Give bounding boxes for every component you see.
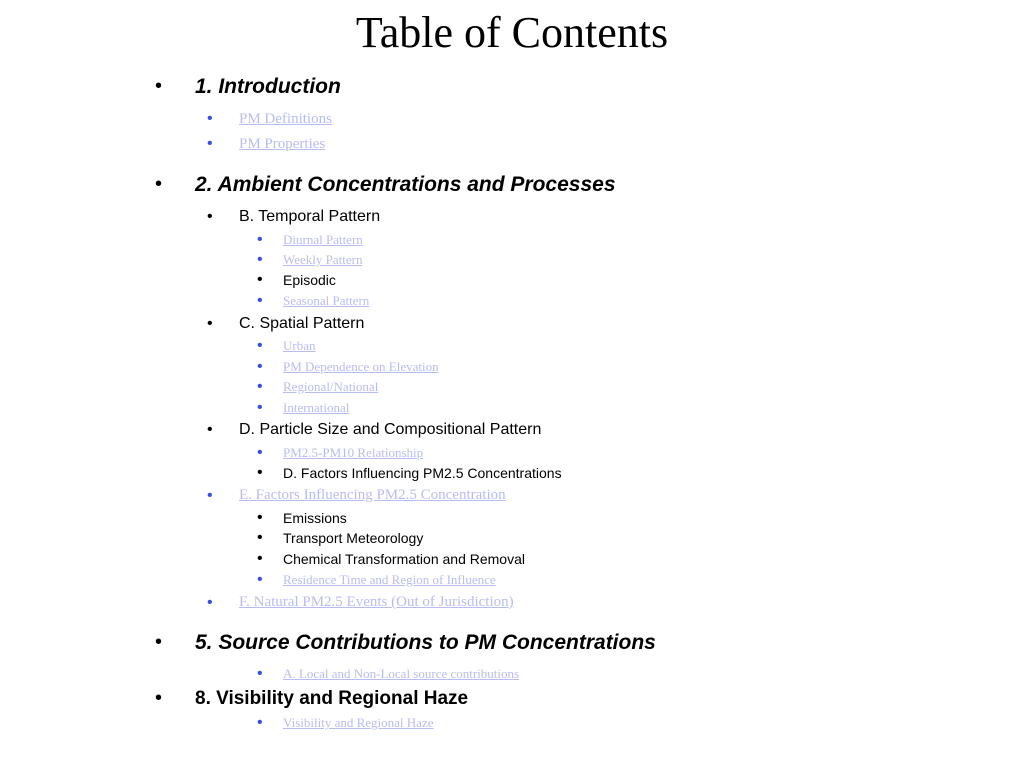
link-pm-dependence-on-elevation[interactable]: PM Dependence on Elevation xyxy=(283,359,439,374)
link-seasonal-pattern[interactable]: Seasonal Pattern xyxy=(283,293,370,308)
link-residence-time[interactable]: Residence Time and Region of Influence xyxy=(283,572,496,587)
bullet: • xyxy=(257,378,263,395)
bullet: • xyxy=(257,231,263,248)
link-pm-definitions[interactable]: PM Definitions xyxy=(239,111,332,127)
bullet: • xyxy=(257,271,263,288)
link-weekly-pattern[interactable]: Weekly Pattern xyxy=(283,252,363,267)
bullet: • xyxy=(207,135,213,152)
bullet: • xyxy=(257,337,263,354)
item-chemical-transformation: Chemical Transformation and Removal xyxy=(283,551,525,567)
bullet: • xyxy=(207,487,213,504)
section-heading-source-contributions: 5. Source Contributions to PM Concentrations xyxy=(195,631,656,654)
link-international[interactable]: International xyxy=(283,400,350,415)
item-factors-influencing-pm25: D. Factors Influencing PM2.5 Concentrations xyxy=(283,465,562,481)
link-visibility-regional-haze[interactable]: Visibility and Regional Haze xyxy=(283,715,434,730)
link-pm25-pm10-relationship[interactable]: PM2.5-PM10 Relationship xyxy=(283,445,424,460)
subsection-spatial-pattern: C. Spatial Pattern xyxy=(239,315,365,332)
bullet: • xyxy=(257,529,263,546)
link-natural-pm25-events[interactable]: F. Natural PM2.5 Events (Out of Jurisdiction) xyxy=(239,594,514,610)
link-diurnal-pattern[interactable]: Diurnal Pattern xyxy=(283,232,363,247)
link-local-non-local-contributions[interactable]: A. Local and Non-Local source contributions xyxy=(283,666,520,681)
bullet: • xyxy=(155,173,163,195)
bullet: • xyxy=(257,399,263,416)
link-factors-influencing-pm25[interactable]: E. Factors Influencing PM2.5 Concentration xyxy=(239,487,506,503)
bullet: • xyxy=(155,75,163,97)
bullet: • xyxy=(257,714,263,731)
bullet: • xyxy=(257,550,263,567)
bullet: • xyxy=(257,251,263,268)
bullet: • xyxy=(257,665,263,682)
bullet: • xyxy=(257,571,263,588)
bullet: • xyxy=(257,444,263,461)
bullet: • xyxy=(257,509,263,526)
bullet: • xyxy=(207,315,213,332)
bullet: • xyxy=(257,464,263,481)
section-heading-ambient: 2. Ambient Concentrations and Processes xyxy=(195,173,616,196)
bullet: • xyxy=(155,631,163,653)
bullet: • xyxy=(257,358,263,375)
link-urban[interactable]: Urban xyxy=(283,338,316,353)
subsection-temporal-pattern: B. Temporal Pattern xyxy=(239,208,381,225)
item-transport-meteorology: Transport Meteorology xyxy=(283,530,424,546)
bullet: • xyxy=(155,687,163,709)
link-regional-national[interactable]: Regional/National xyxy=(283,379,379,394)
bullet: • xyxy=(257,292,263,309)
bullet: • xyxy=(207,594,213,611)
bullet: • xyxy=(207,110,213,127)
section-heading-introduction: 1. Introduction xyxy=(195,75,341,98)
page-title: Table of Contents xyxy=(355,8,669,57)
bullet: • xyxy=(207,421,213,438)
item-emissions: Emissions xyxy=(283,510,347,526)
link-pm-properties[interactable]: PM Properties xyxy=(239,136,326,152)
item-episodic: Episodic xyxy=(283,272,336,288)
section-heading-visibility: 8. Visibility and Regional Haze xyxy=(195,688,469,709)
bullet: • xyxy=(207,208,213,225)
subsection-particle-size: D. Particle Size and Compositional Pattern xyxy=(239,421,542,438)
